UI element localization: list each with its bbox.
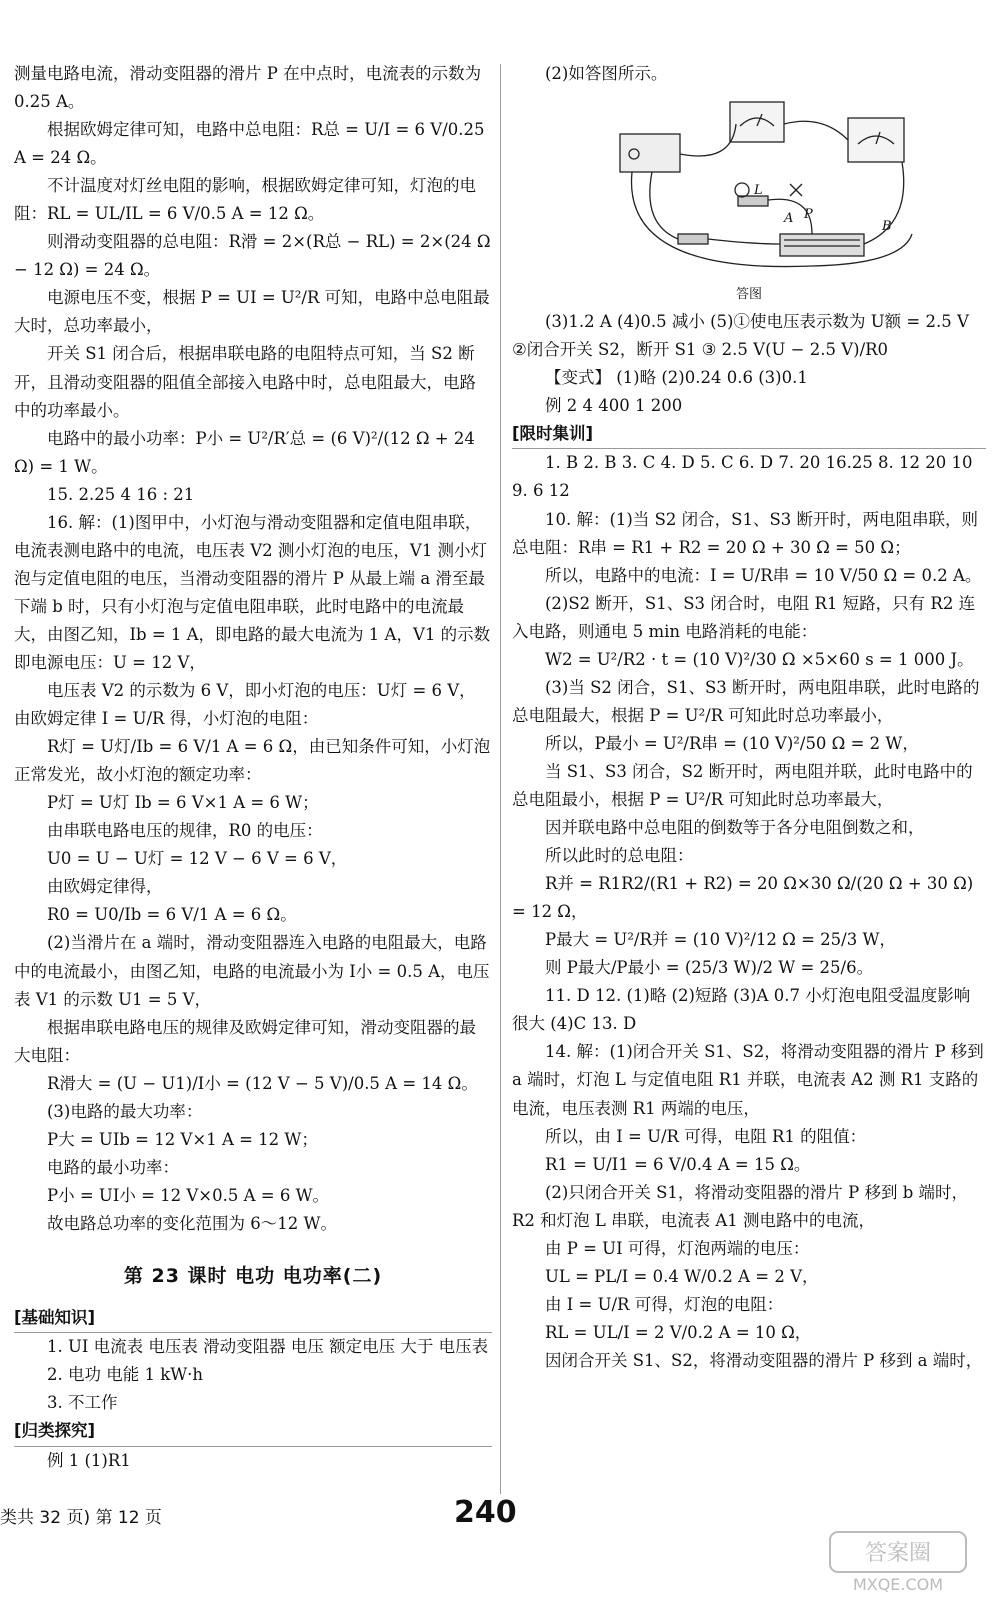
equation-line: R滑大 = (U − U1)/I小 = (12 V − 5 V)/0.5 A = 14 Ω。 (47, 1073, 478, 1093)
equation-line: P灯 = U灯 Ib = 6 V×1 A = 6 W； (47, 793, 319, 813)
text-line: 因闭合开关 S1、S2，将滑动变阻器的滑片 P 移到 a 端时， (545, 1350, 983, 1370)
answer-line: 1. UI 电流表 电压表 滑动变阻器 电压 额定电压 大于 电压表 (47, 1337, 489, 1357)
answer-line: 1. B 2. B 3. C 4. D 5. C 6. D 7. 20 16.25 8. 12 20 10 9. 6 12 (512, 453, 973, 501)
section-heading-explore: [归类探究] (14, 1417, 492, 1446)
right-column (512, 60, 986, 1375)
text-line: (2)当滑片在 a 端时，滑动变阻器连入电路的电阻最大，电路中的电流最小，由图乙知，电路的电流最小为 I小 = 0.5 A，电压表 V1 的示数 U1 = 5 V， (14, 933, 490, 1009)
section-heading-basics: [基础知识] (14, 1304, 492, 1333)
equation-line: W2 = U²/R2 · t = (10 V)²/30 Ω ×5×60 s = 1 000 J。 (545, 649, 974, 669)
answer-line: 15. 2.25 4 16 : 21 (47, 484, 195, 504)
lamp-label: L (754, 183, 763, 199)
footer-page-info: 类共 32 页) 第 12 页 (0, 1508, 162, 1528)
text-line: (3)电路的最大功率： (47, 1101, 203, 1121)
equation-line: P最大 = U²/R并 = (10 V)²/12 Ω = 25/3 W， (545, 930, 896, 950)
text-line: 因并联电路中总电阻的倒数等于各分电阻倒数之和， (545, 818, 925, 838)
text-line: (2)如答图所示。 (545, 64, 668, 83)
svg-text:答案圈: 答案圈 (864, 1541, 932, 1566)
equation-line: R1 = U/I1 = 6 V/0.4 A = 15 Ω。 (545, 1154, 811, 1174)
column-divider (500, 64, 501, 1494)
text-line: 电路中的最小功率：P小 = U²/R′总 = (6 V)²/(12 Ω + 24 Ω) = 1 W。 (14, 428, 475, 476)
equation-line: 所以，P最小 = U²/R串 = (10 V)²/50 Ω = 2 W， (545, 733, 919, 753)
page-number: 240 (454, 1495, 517, 1530)
answer-line: 11. D 12. (1)略 (2)短路 (3)A 0.7 小灯泡电阻受温度影响很大 (4)C 13. D (512, 986, 971, 1034)
equation-line: UL = PL/I = 0.4 W/0.2 A = 2 V， (545, 1266, 819, 1286)
text-line: (2)S2 断开，S1、S3 闭合时，电阻 R1 短路，只有 R2 连入电路，则通电 5 min 电路消耗的电能： (512, 593, 976, 641)
text-line: 16. 解：(1)图甲中，小灯泡与滑动变阻器和定值电阻串联，电流表测电路中的电流，电压表 V2 测小灯泡的电压，V1 测小灯泡与定值电阻的电压，当滑动变阻器的滑片 P 从最上端 a 滑至最下端 b 时，只有小灯泡与定值电阻串联，此时电路中的电流最大，由图乙知，Ib = 1 A，即电路的最大电流为 1 A，V1 的示数即电源电压：U = 12 V， (14, 512, 491, 672)
text-line: 当 S1、S3 闭合，S2 断开时，两电阻并联，此时电路中的总电阻最小，根据 P = U²/R 可知此时总功率最大， (512, 761, 973, 809)
text-line: R灯 = U灯/Ib = 6 V/1 A = 6 Ω，由已知条件可知，小灯泡正常发光，故小灯泡的额定功率： (14, 737, 491, 785)
text-line: 14. 解：(1)闭合开关 S1、S2，将滑动变阻器的滑片 P 移到 a 端时，灯泡 L 与定值电阻 R1 并联，电流表 A2 测 R1 支路的电流，电压表测 R1 两端的电压， (512, 1042, 984, 1118)
section-heading-practice: [限时集训] (512, 420, 986, 449)
answer-line: 3. 不工作 (47, 1393, 118, 1413)
example-line: 例 1 (1)R1 (47, 1450, 131, 1470)
svg-text:MXQE.COM: MXQE.COM (852, 1575, 944, 1594)
answer-line: 2. 电功 电能 1 kW·h (47, 1365, 204, 1385)
example-line: 例 2 4 400 1 200 (545, 396, 683, 416)
answer-line: (3)1.2 A (4)0.5 减小 (5)①使电压表示数为 U额 = 2.5 V ②闭合开关 S2，断开 S1 ③ 2.5 V(U − 2.5 V)/R0 (512, 312, 969, 360)
text-line: 则滑动变阻器的总电阻：R滑 = 2×(R总 − RL) = 2×(24 Ω − 12 Ω) = 24 Ω。 (14, 232, 491, 280)
equation-line: R0 = U0/Ib = 6 V/1 A = 6 Ω。 (47, 905, 297, 925)
text-line: (3)当 S2 闭合，S1、S3 断开时，两电阻串联，此时电路的总电阻最大，根据 P = U²/R 可知此时总功率最小， (512, 677, 980, 725)
text-line: 不计温度对灯丝电阻的影响，根据欧姆定律可知，灯泡的电阻：RL = UL/IL = 6 V/0.5 A = 12 Ω。 (14, 176, 476, 224)
text-line: 故电路总功率的变化范围为 6～12 W。 (47, 1213, 337, 1233)
watermark-logo (828, 1530, 968, 1596)
text-line: 根据欧姆定律可知，电路中总电阻：R总 = U/I = 6 V/0.25 A = 24 Ω。 (14, 120, 485, 168)
text-line: 根据串联电路电压的规律及欧姆定律可知，滑动变阻器的最大电阻： (14, 1017, 476, 1065)
text-line: 电路的最小功率： (47, 1157, 179, 1177)
text-line: 电压表 V2 的示数为 6 V，即小灯泡的电压：U灯 = 6 V，由欧姆定律 I = U/R 得，小灯泡的电阻： (14, 681, 476, 729)
text-line: 由 P = UI 可得，灯泡两端的电压： (545, 1238, 810, 1258)
text-line: (2)只闭合开关 S1，将滑动变阻器的滑片 P 移到 b 端时，R2 和灯泡 L 串联，电流表 A1 测电路中的电流， (512, 1182, 969, 1230)
text-line: 开关 S1 闭合后，根据串联电路的电阻特点可知，当 S2 断开，且滑动变阻器的阻值全部接入电路中时，总电阻最大，电路中的功率最小。 (14, 344, 476, 420)
text-line: 所以此时的总电阻： (545, 846, 694, 866)
text-line: 所以，电路中的电流：I = U/R串 = 10 V/50 Ω = 0.2 A。 (545, 565, 982, 585)
text-line: 测量电路电流，滑动变阻器的滑片 P 在中点时，电流表的示数为 0.25 A。 (14, 64, 482, 112)
equation-line: P大 = UIb = 12 V×1 A = 12 W； (47, 1129, 318, 1149)
circuit-diagram (612, 94, 922, 279)
equation-line: P小 = UI小 = 12 V×0.5 A = 6 W。 (47, 1185, 330, 1205)
text-line: 电源电压不变，根据 P = UI = U²/R 可知，电路中总电阻最大时，总功率最小， (14, 288, 490, 336)
text-line: 所以，由 I = U/R 可得，电阻 R1 的阻值： (545, 1126, 867, 1146)
equation-line: RL = UL/I = 2 V/0.2 A = 10 Ω， (545, 1322, 812, 1342)
equation-line: 则 P最大/P最小 = (25/3 W)/2 W = 25/6。 (545, 958, 874, 978)
equation-line: U0 = U − U灯 = 12 V − 6 V = 6 V， (47, 849, 348, 869)
left-column (14, 60, 492, 1475)
text-line: 由串联电路电压的规律，R0 的电压： (47, 821, 323, 841)
page-footer (0, 1495, 996, 1535)
text-line: 10. 解：(1)当 S2 闭合，S1、S3 断开时，两电阻串联，则总电阻：R串 = R1 + R2 = 20 Ω + 30 Ω = 50 Ω； (512, 509, 978, 557)
terminal-b-label: B (882, 219, 892, 235)
slider-p-label: P (804, 207, 813, 223)
figure-caption: 答图 (735, 287, 762, 303)
text-line: 由 I = U/R 可得，灯泡的电阻： (545, 1294, 784, 1314)
terminal-a-label: A (784, 211, 794, 227)
text-line: 由欧姆定律得， (47, 877, 163, 897)
lesson-title: 第 23 课时 电功 电功率(二) (123, 1264, 383, 1287)
equation-line: R并 = R1R2/(R1 + R2) = 20 Ω×30 Ω/(20 Ω + 30 Ω) = 12 Ω， (512, 874, 974, 922)
variant-line: 【变式】 (1)略 (2)0.24 0.6 (3)0.1 (545, 368, 808, 388)
